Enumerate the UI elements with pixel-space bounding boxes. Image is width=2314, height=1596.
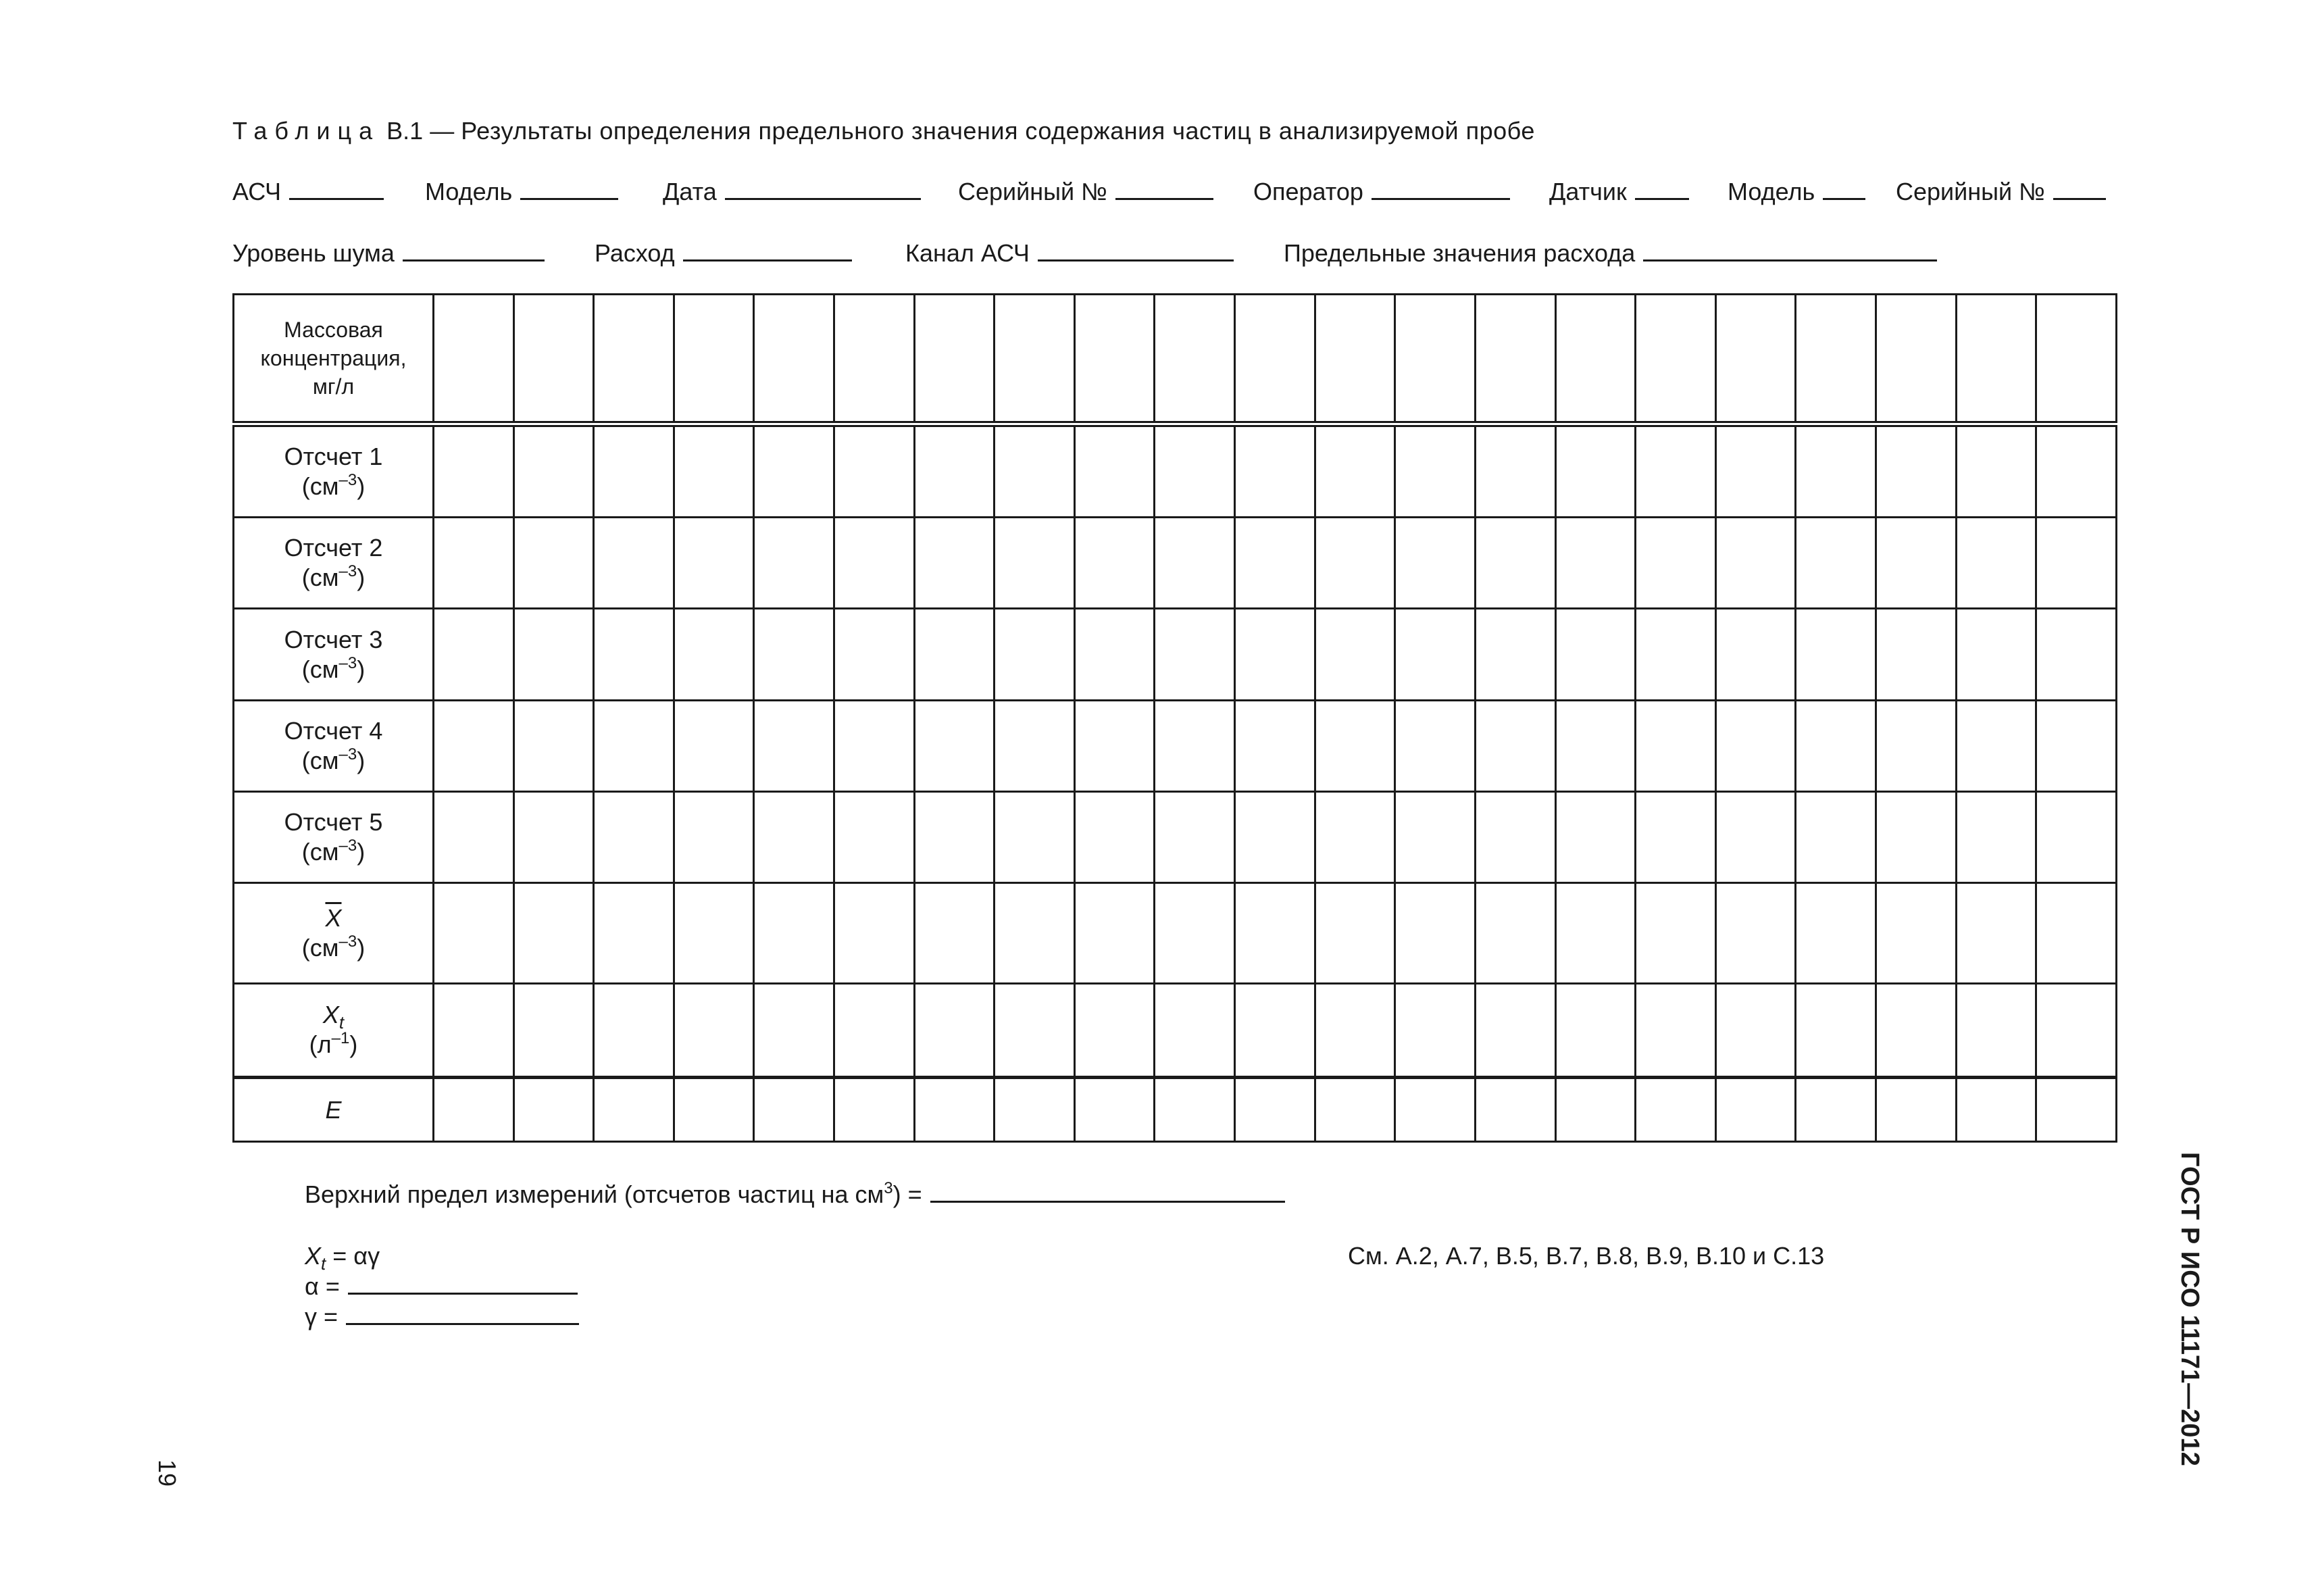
table-cell [2036,983,2117,1077]
table-caption [232,117,1535,145]
table-cell [674,700,754,791]
table-cell [2036,883,2117,983]
table-cell [1715,295,1796,424]
field-serial: Серийный № [958,178,1213,206]
table-cell [1636,424,1716,517]
table-cell [1796,700,1876,791]
table-cell [513,883,594,983]
table-cell [1475,883,1555,983]
table-cell [674,791,754,882]
table-cell [674,883,754,983]
field-channel: Канал АСЧ [905,239,1234,268]
table-cell [1475,295,1555,424]
table-cell [2036,609,2117,700]
table-cell [1555,424,1636,517]
table-cell [674,424,754,517]
table-cell [513,609,594,700]
table-cell [1395,295,1476,424]
formula-alpha: α = [305,1272,578,1301]
table-cell [1876,518,1956,609]
table-cell [1074,1078,1155,1142]
table-row [234,518,2117,609]
table-cell [1235,1078,1315,1142]
fields-row-2 [0,239,2314,269]
table-cell [674,609,754,700]
table-cell [434,1078,514,1142]
table-cell [434,609,514,700]
table-cell [1555,791,1636,882]
table-cell [1395,700,1476,791]
table-cell [1636,518,1716,609]
table-cell [914,883,995,983]
field-noise-level: Уровень шума [232,239,545,268]
table-cell [1235,883,1315,983]
table-cell [1715,983,1796,1077]
table-cell [1555,700,1636,791]
table-cell [1715,791,1796,882]
table-cell [513,424,594,517]
table-cell [1475,424,1555,517]
table-cell [1475,983,1555,1077]
table-cell [995,983,1075,1077]
formula-gamma: γ = [305,1303,579,1331]
table-cell [1796,791,1876,882]
table-cell [434,700,514,791]
see-also-reference: См. А.2, А.7, В.5, В.7, В.8, В.9, В.10 и С.13 [1348,1242,1825,1270]
row-label-mean: $\overline{X}$ $(см^{-3})$ [234,883,434,983]
table-cell [434,518,514,609]
table-cell [594,983,674,1077]
table-cell [1315,609,1395,700]
formula-xt: $X_t = \alpha\gamma$ [305,1242,380,1274]
table-cell [1636,700,1716,791]
table-cell [1796,983,1876,1077]
field-sensor: Датчик [1549,178,1689,206]
table-cell [834,518,915,609]
row-label-xt: $X_t$ $(л^{-1})$ [234,983,434,1077]
table-cell [594,700,674,791]
field-sensor-model: Модель [1728,178,1865,206]
table-cell [1956,883,2036,983]
table-cell [754,791,834,882]
table-cell [1715,1078,1796,1142]
table-cell [594,424,674,517]
caption-text: Результаты определения предельного значения содержания частиц в анализируемой пробе [461,117,1535,145]
table-cell [1235,518,1315,609]
table-cell [434,983,514,1077]
table-cell [1475,791,1555,882]
table-header-row [234,295,2117,424]
table-cell [1796,295,1876,424]
header-label-cell: Массовая концентрация, мг/л [234,295,434,424]
table-cell [834,700,915,791]
table-cell [754,424,834,517]
table-cell [1395,609,1476,700]
table-cell [1074,700,1155,791]
table-cell [1636,609,1716,700]
table-cell [834,1078,915,1142]
table-cell [1155,791,1235,882]
table-cell [914,295,995,424]
table-cell [2036,424,2117,517]
table-cell [1475,518,1555,609]
table-row [234,700,2117,791]
table-cell [1876,883,1956,983]
table-cell [434,424,514,517]
table-cell [1235,609,1315,700]
table-cell [1235,791,1315,882]
table-cell [834,424,915,517]
table-cell [1315,883,1395,983]
row-label-count-2: Отсчет 2 $(см^{-3})$ [234,518,434,609]
table-cell [1395,791,1476,882]
table-cell [594,791,674,882]
table-cell [1555,883,1636,983]
table-cell [914,1078,995,1142]
table-cell [674,1078,754,1142]
table-cell [1074,791,1155,882]
field-asch: АСЧ [232,178,384,206]
table-cell [1796,883,1876,983]
field-flow-limits: Предельные значения расхода [1284,239,1937,268]
caption-number: В.1 — [386,117,455,145]
table-cell [1074,424,1155,517]
field-sensor-serial: Серийный № [1896,178,2106,206]
table-cell [594,883,674,983]
table-cell [1074,609,1155,700]
table-cell [1555,295,1636,424]
table-cell [834,983,915,1077]
table-cell [1796,518,1876,609]
table-cell [1555,609,1636,700]
table-cell [914,983,995,1077]
table-cell [1956,700,2036,791]
table-cell [914,424,995,517]
table-cell [834,295,915,424]
table-cell [834,791,915,882]
table-cell [995,883,1075,983]
table-cell [1956,424,2036,517]
table-cell [754,983,834,1077]
table-cell [513,791,594,882]
table-cell [2036,518,2117,609]
table-cell [1876,700,1956,791]
table-cell [754,700,834,791]
table-cell [674,518,754,609]
table-cell [434,791,514,882]
table-cell [1636,883,1716,983]
table-cell [674,983,754,1077]
table-cell [1636,295,1716,424]
table-cell [1555,1078,1636,1142]
table-cell [513,518,594,609]
table-cell [1315,518,1395,609]
table-cell [1796,424,1876,517]
table-cell [1956,609,2036,700]
table-cell [1796,609,1876,700]
table-cell [513,983,594,1077]
table-cell [754,609,834,700]
table-cell [1715,609,1796,700]
table-cell [1555,983,1636,1077]
table-cell [2036,700,2117,791]
table-cell [914,700,995,791]
table-cell [754,883,834,983]
table-cell [513,1078,594,1142]
table-row [234,983,2117,1077]
table-cell [1315,700,1395,791]
table-cell [1636,983,1716,1077]
caption-prefix: Таблица [232,117,380,145]
table-cell [1315,983,1395,1077]
table-cell [1395,1078,1476,1142]
table-cell [1395,424,1476,517]
table-cell [1636,791,1716,882]
table-cell [754,1078,834,1142]
table-cell [1956,983,2036,1077]
table-cell [1956,295,2036,424]
table-cell [1956,1078,2036,1142]
field-flow: Расход [595,239,852,268]
page-number: 19 [153,1460,181,1487]
field-model: Модель [425,178,618,206]
table-cell [1555,518,1636,609]
table-cell [1715,518,1796,609]
table-cell [914,791,995,882]
table-cell [1155,424,1235,517]
table-cell [1876,1078,1956,1142]
table-cell [2036,1078,2117,1142]
table-cell [914,609,995,700]
upper-limit-line: Верхний предел измерений (отсчетов частиц на $см^3$) = [305,1180,1285,1209]
table-cell [594,295,674,424]
table-cell [1395,983,1476,1077]
table-cell [1715,700,1796,791]
table-cell [1155,518,1235,609]
table-cell [594,1078,674,1142]
table-cell [995,791,1075,882]
table-cell [1155,295,1235,424]
table-cell [1074,983,1155,1077]
table-cell [1235,983,1315,1077]
table-cell [2036,295,2117,424]
table-cell [434,295,514,424]
table-row [234,1078,2117,1142]
row-label-count-1: Отсчет 1 $(см^{-3})$ [234,424,434,517]
table-cell [513,295,594,424]
table-cell [914,518,995,609]
table-cell [1475,1078,1555,1142]
fields-row-1 [0,178,2314,207]
table-cell [1155,1078,1235,1142]
table-cell [834,609,915,700]
table-cell [1475,700,1555,791]
table-cell [1155,609,1235,700]
table-row [234,883,2117,983]
table-cell [1876,295,1956,424]
table-cell [834,883,915,983]
table-cell [1235,700,1315,791]
table-cell [1715,883,1796,983]
table-cell [1074,883,1155,983]
table-cell [754,295,834,424]
table-cell [2036,791,2117,882]
table-cell [1876,791,1956,882]
table-cell [1235,424,1315,517]
table-cell [995,700,1075,791]
table-cell [1395,883,1476,983]
table-cell [1876,609,1956,700]
table-cell [1796,1078,1876,1142]
table-cell [995,295,1075,424]
table-cell [995,424,1075,517]
table-cell [594,609,674,700]
table-cell [1074,295,1155,424]
table-cell [1636,1078,1716,1142]
results-table [232,293,2117,1143]
table-cell [1315,424,1395,517]
table-cell [594,518,674,609]
standard-id: ГОСТ Р ИСО 11171—2012 [2175,1152,2204,1466]
table-cell [995,609,1075,700]
table-cell [1956,791,2036,882]
table-cell [1155,700,1235,791]
table-cell [513,700,594,791]
table-cell [1956,518,2036,609]
row-label-count-4: Отсчет 4 $(см^{-3})$ [234,700,434,791]
table-cell [1876,424,1956,517]
table-cell [434,883,514,983]
table-cell [754,518,834,609]
table-cell [1876,983,1956,1077]
row-label-count-3: Отсчет 3 $(см^{-3})$ [234,609,434,700]
table-row [234,791,2117,882]
row-label-e: E [234,1078,434,1142]
table-cell [1715,424,1796,517]
table-cell [1315,1078,1395,1142]
table-row [234,609,2117,700]
table-cell [995,518,1075,609]
table-row [234,424,2117,517]
table-cell [1315,791,1395,882]
table-cell [1395,518,1476,609]
table-cell [1074,518,1155,609]
field-date: Дата [663,178,921,206]
row-label-count-5: Отсчет 5 $(см^{-3})$ [234,791,434,882]
field-operator: Оператор [1253,178,1510,206]
table-cell [1155,883,1235,983]
table-cell [1315,295,1395,424]
table-cell [1235,295,1315,424]
table-cell [1155,983,1235,1077]
table-cell [1475,609,1555,700]
table-cell [674,295,754,424]
table-cell [995,1078,1075,1142]
